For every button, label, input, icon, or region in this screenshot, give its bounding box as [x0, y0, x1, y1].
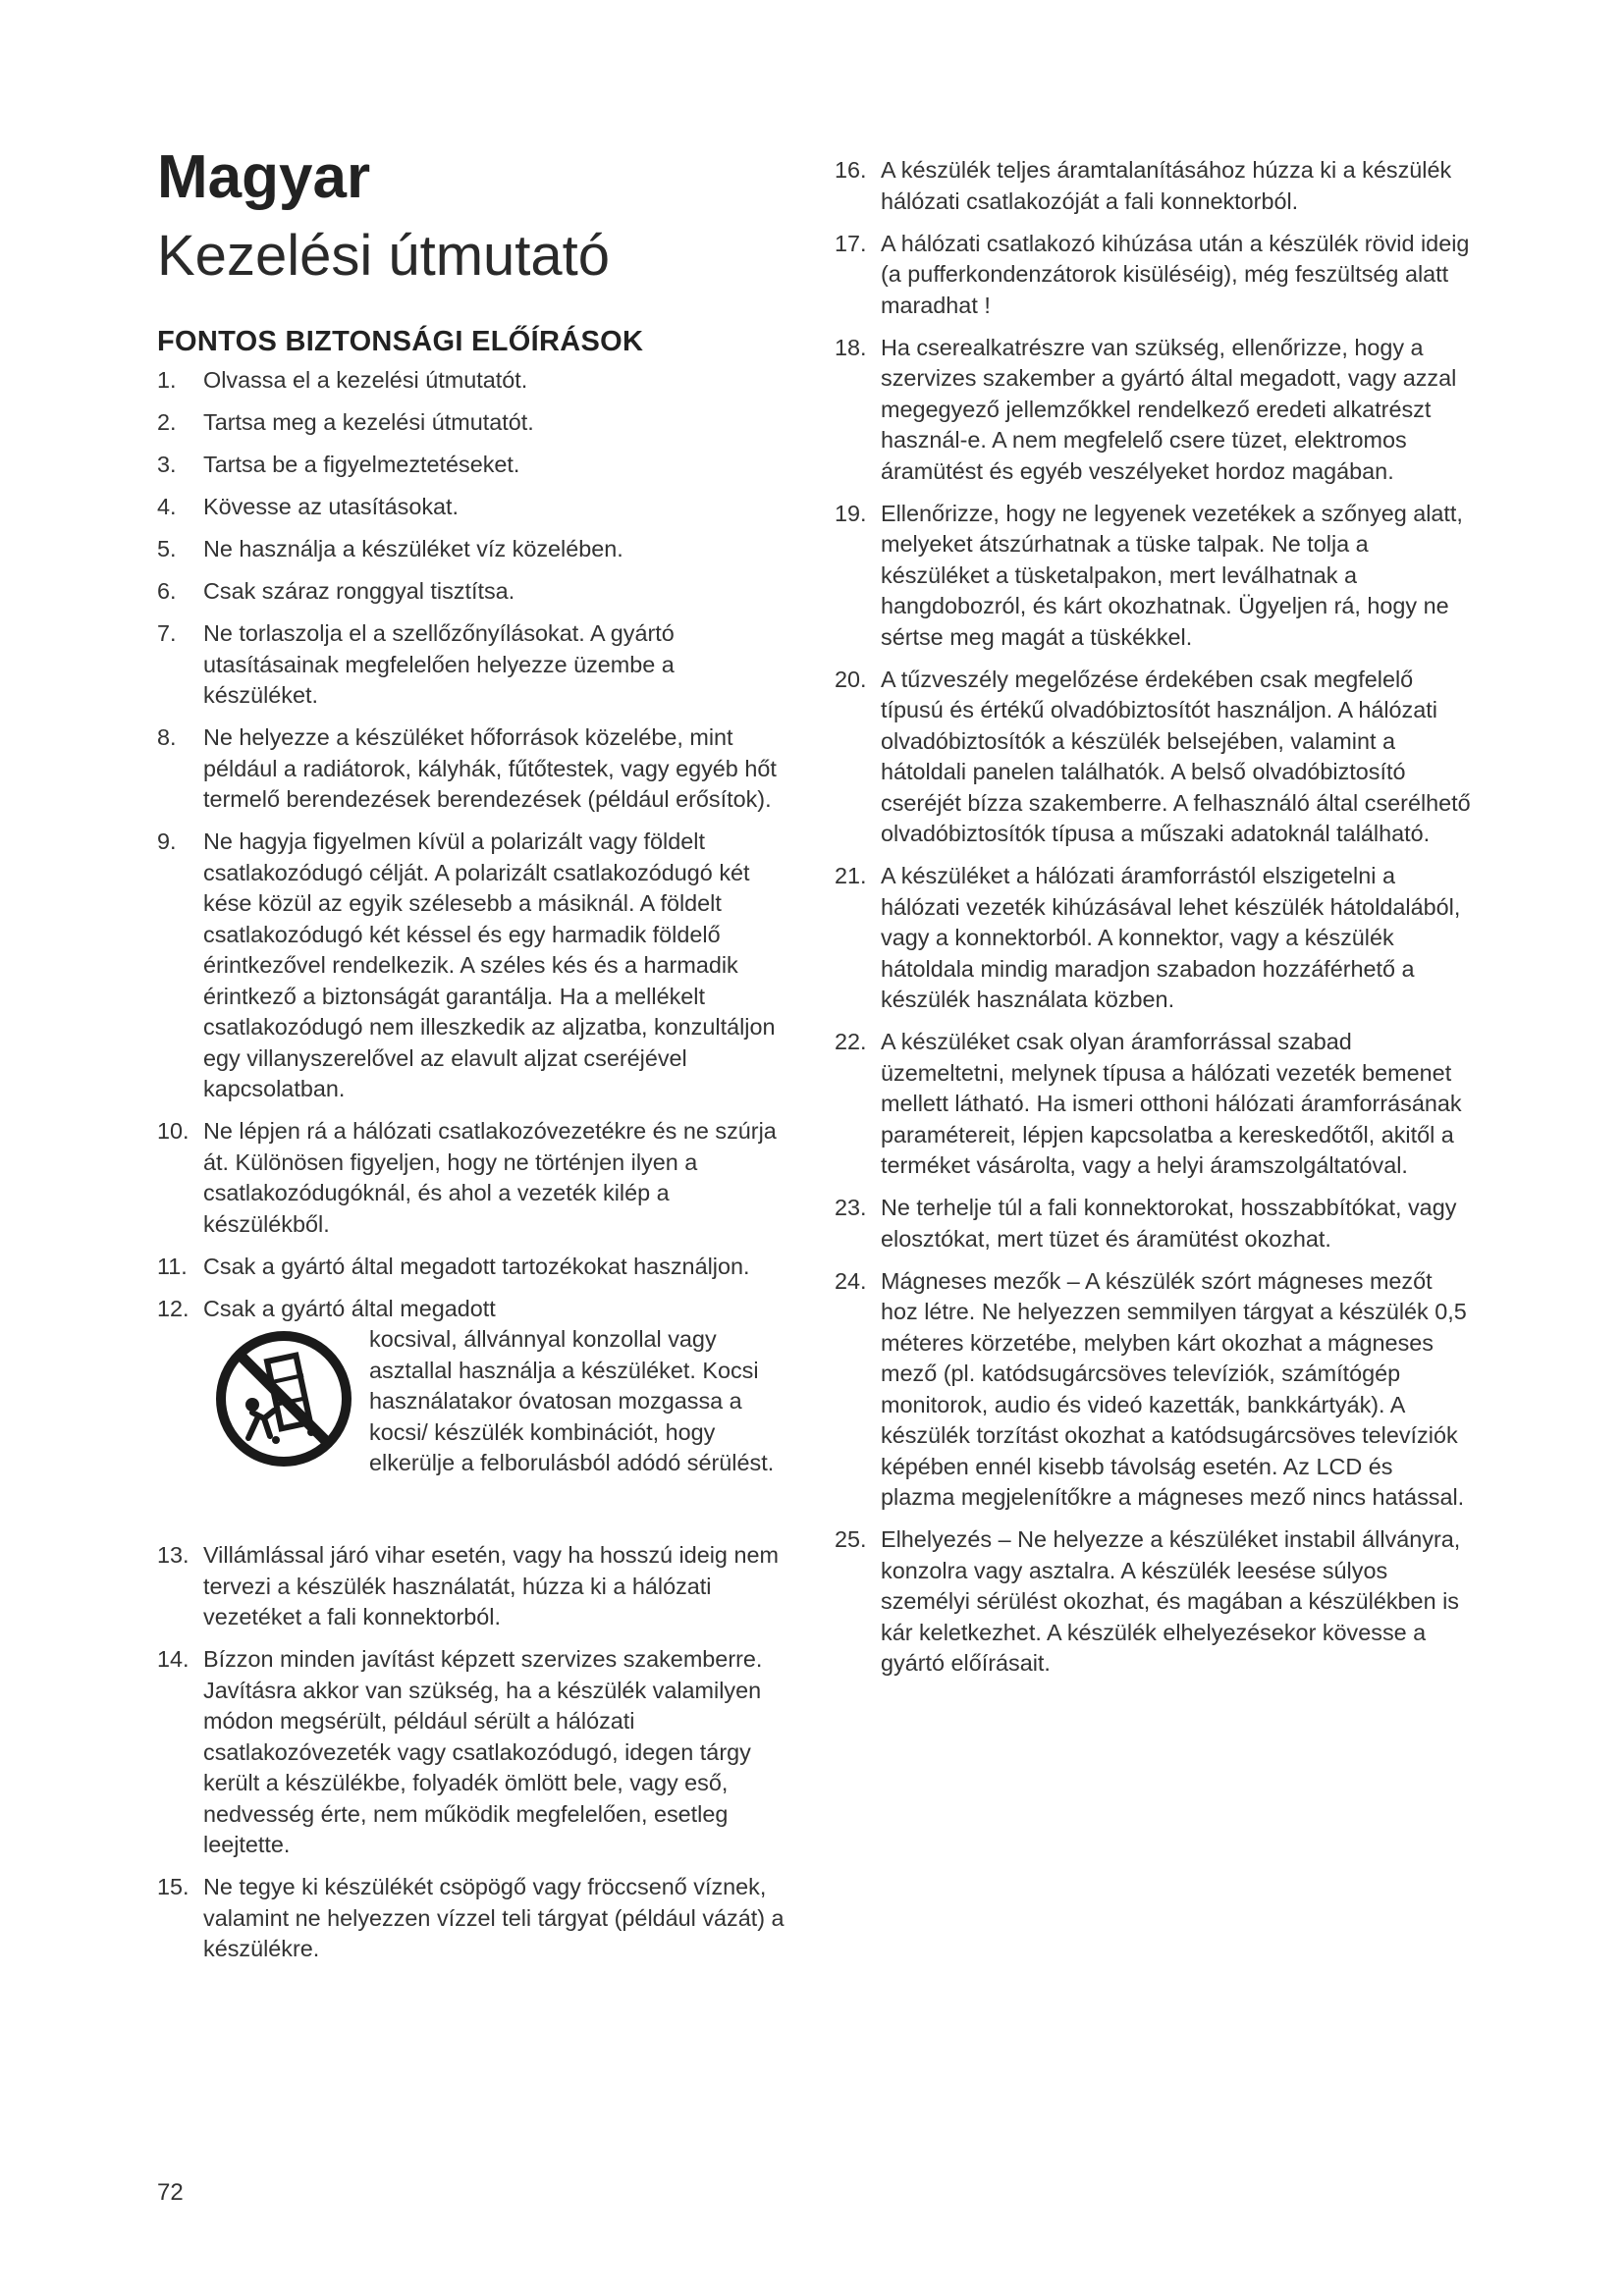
item-number: 3. [157, 452, 177, 477]
item-text: Ne lépjen rá a hálózati csatlakozóvezetékre és ne szúrja át. Különösen figyeljen, hogy ne történjen ilyen a csatlakozódugóknál, és ahol a vezeték kilép a készülékből. [203, 1118, 777, 1237]
list-item [157, 492, 795, 523]
list-item [157, 576, 795, 608]
item-number: 24. [835, 1267, 867, 1294]
item-text: Ne terhelje túl a fali konnektorokat, hosszabbítókat, vagy elosztókat, mert tüzet és áramütést okozhat. [881, 1195, 1457, 1252]
item-text: A tűzveszély megelőzése érdekében csak megfelelő típusú és értékű olvadóbiztosítót használjon. A hálózati olvadóbiztosítók a készülék belsejében, valamint a hátoldali panelen találhatók. A belső olvadóbiztosító cseréjét bízza szakemberre. A felhasználó által cserélhető olvadóbiztosítók típusa a műszaki adatoknál található. [881, 666, 1471, 846]
list-item [157, 1294, 795, 1529]
item-number: 20. [835, 666, 867, 692]
item-number: 12. [157, 1295, 189, 1321]
item-text: A készülék teljes áramtalanításához húzza ki a készülék hálózati csatlakozóját a fali konnektorból. [881, 157, 1452, 214]
item-number: 11. [157, 1253, 188, 1279]
list-item [835, 499, 1473, 654]
list-item [835, 1524, 1473, 1680]
list-item [835, 1027, 1473, 1182]
item-text: Ne torlaszolja el a szellőzőnyílásokat. A gyártó utasításainak megfelelően helyezze üzembe a készüléket. [203, 620, 675, 708]
item-number: 17. [835, 230, 867, 256]
item-text: Ne hagyja figyelmen kívül a polarizált vagy földelt csatlakozódugó célját. A polarizált csatlakozódugó két kése közül az egyik szélesebb a másiknál. A földelt csatlakozódugó két késsel és egy harmadik földelő érintkezővel rendelkezik. A széles kés és a harmadik érintkező a biztonságát garantálja. Ha a mellékelt csatlakozódugó nem illeszkedik az aljzatba, konzultáljon egy villanyszerelővel az elavult aljzat cseréjével kapcsolatban. [203, 828, 776, 1101]
item-number: 23. [835, 1195, 867, 1220]
item-text: A hálózati csatlakozó kihúzása után a készülék rövid ideig (a pufferkondenzátorok kisüléséig), még feszültség alatt maradhat ! [881, 230, 1470, 318]
item-text: Mágneses mezők – A készülék szórt mágneses mezőt hoz létre. Ne helyezzen semmilyen tárgyat a készülék 0,5 méteres körzetébe, melyben kárt okozhat a mágneses mező (pl. katódsugárcsöves televíziók, számítógép monitorok, audio és videó kazetták, bankkártyák). A készülék torzítást okozhat a katódsugárcsöves televíziók képében ennél kisebb távolság esetén. Az LCD és plazma megjelenítőkre a mágneses mező nincs hatással. [881, 1267, 1467, 1510]
item-number: 13. [157, 1542, 189, 1568]
item-number: 6. [157, 578, 177, 604]
item-number: 5. [157, 536, 177, 561]
item-text: Csak a gyártó által megadott tartozékokat használjon. [203, 1253, 750, 1279]
list-item [157, 1540, 795, 1633]
page-number: 72 [157, 2179, 184, 2206]
list-item [157, 1644, 795, 1861]
list-item [835, 155, 1473, 217]
list-item [835, 229, 1473, 322]
list-item [157, 1116, 795, 1240]
list-item [835, 1266, 1473, 1514]
list-item [157, 365, 795, 397]
item-text: Ellenőrizze, hogy ne legyenek vezetékek a szőnyeg alatt, melyeket átszúrhatnak a tüske talpak. Ne tolja a készüléket a tüsketalpakon, mert leválhatnak a hangdobozról, és kárt okozhatnak. Ügyeljen rá, hogy ne sértse meg magát a tüskékkel. [881, 500, 1463, 650]
list-item [835, 861, 1473, 1016]
section-heading: FONTOS BIZTONSÁGI ELŐÍRÁSOK [157, 326, 644, 357]
item-number: 14. [157, 1646, 189, 1672]
item-number: 22. [835, 1029, 867, 1054]
language-title: Magyar [157, 143, 371, 211]
item-text: Tartsa meg a kezelési útmutatót. [203, 409, 534, 435]
item-text: Ne tegye ki készülékét csöpögő vagy fröccsenő víznek, valamint ne helyezzen vízzel teli tárgyat (például vázát) a készülékre. [203, 1874, 785, 1961]
item-number: 1. [157, 367, 177, 393]
list-item [157, 1252, 795, 1283]
item-number: 9. [157, 828, 177, 854]
item-number: 16. [835, 157, 867, 183]
list-item [157, 722, 795, 816]
item-text: Ne helyezze a készüléket hőforrások közelébe, mint például a radiátorok, kályhák, fűtőtestek, vagy egyéb hőt termelő berendezések berendezések (például erősítok). [203, 724, 777, 812]
item-text: Ha cserealkatrészre van szükség, ellenőrizze, hogy a szervizes szakember a gyártó által megadott, vagy azzal megegyező jellemzőkkel rendelkező eredeti alkatrészt használ-e. A nem megfelelő csere tüzet, elektromos áramütést és egyéb veszélyeket hordoz magában. [881, 334, 1457, 484]
list-item [835, 333, 1473, 488]
item-text: Tartsa be a figyelmeztetéseket. [203, 452, 520, 477]
list-item [157, 618, 795, 712]
item-number: 2. [157, 409, 177, 435]
item-number: 10. [157, 1118, 189, 1144]
item-number: 8. [157, 724, 177, 750]
item-number: 18. [835, 334, 867, 360]
item-number: 15. [157, 1874, 189, 1899]
item-text: kocsival, állvánnyal konzollal vagy asztallal használja a készüléket. Kocsi használatakor óvatosan mozgassa a kocsi/ készülék kombinációt, hogy elkerülje a felborulásból adódó sérülést. [369, 1326, 775, 1475]
item-text: Olvassa el a kezelési útmutatót. [203, 367, 528, 393]
safety-list-right [835, 155, 1473, 1690]
list-item [157, 1872, 795, 1965]
item-text: Csak száraz ronggyal tisztítsa. [203, 578, 515, 604]
item-number: 7. [157, 620, 177, 646]
item-text: Bízzon minden javítást képzett szervizes szakemberre. Javításra akkor van szükség, ha a készülék valamilyen módon megsérült, például sérült a hálózati csatlakozóvezeték vagy csatlakozódugó, idegen tárgy került a készülékbe, folyadék ömlött bele, vagy eső, nedvesség érte, nem működik megfelelően, esetleg leejtette. [203, 1646, 763, 1857]
list-item [835, 1193, 1473, 1255]
item-text: A készüléket a hálózati áramforrástól elszigetelni a hálózati vezeték kihúzásával lehet készülék hátoldalából, vagy a konnektorból. A konnektor, vagy a készülék hátoldala mindig maradjon szabadon hozzáférhető a készülék használata közben. [881, 863, 1461, 1012]
list-item [157, 827, 795, 1105]
item-number: 19. [835, 500, 867, 526]
item-text: Kövesse az utasításokat. [203, 494, 460, 519]
item-text: Ne használja a készüléket víz közelében. [203, 536, 623, 561]
list-item [835, 665, 1473, 850]
item-number: 21. [835, 863, 867, 888]
item-number: 4. [157, 494, 177, 519]
item-text: Villámlással járó vihar esetén, vagy ha hosszú ideig nem tervezi a készülék használatát, húzza ki a hálózati vezetéket a fali konnektorból. [203, 1542, 779, 1629]
cart-tip-over-warning-icon [213, 1328, 355, 1468]
item-text: Elhelyezés – Ne helyezze a készüléket instabil állványra, konzolra vagy asztalra. A készülék leesése súlyos személyi sérülést okozhat, és magában a készülékben is kár keletkezhet. A készülék elhelyezésekor kövesse a gyártó előírásait. [881, 1526, 1461, 1676]
list-item [157, 407, 795, 439]
item-lead-text: Csak a gyártó által megadott [203, 1295, 496, 1321]
item-number: 25. [835, 1526, 867, 1552]
list-item [157, 534, 795, 565]
item-text: A készüléket csak olyan áramforrással szabad üzemeltetni, melynek típusa a hálózati vezeték bemenet mellett látható. Ha ismeri otthoni hálózati áramforrásának paramétereit, lépjen kapcsolatba a kereskedőtől, akitől a terméket vásárolta, vagy a helyi áramszolgáltatóval. [881, 1029, 1462, 1178]
safety-list-left [157, 365, 795, 1976]
list-item [157, 450, 795, 481]
manual-title: Kezelési útmutató [157, 224, 611, 288]
